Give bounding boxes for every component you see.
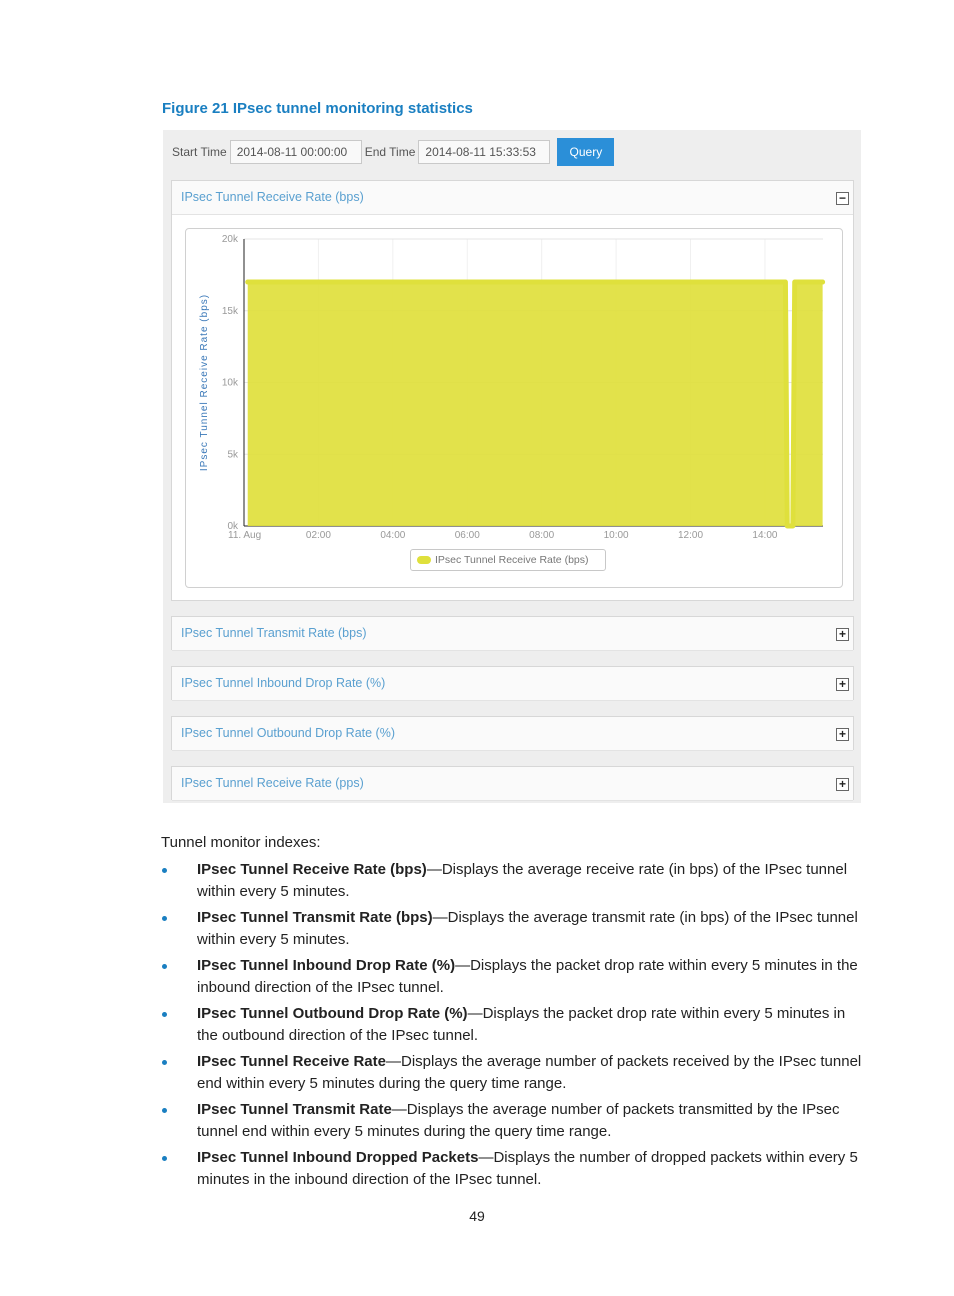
list-item bbox=[161, 1099, 866, 1142]
figure-caption: Figure 21 IPsec tunnel monitoring statistics bbox=[162, 100, 473, 117]
y-axis-label: IPsec Tunnel Receive Rate (bps) bbox=[199, 293, 210, 472]
panel-receive-rate-pps bbox=[171, 766, 854, 800]
term: IPsec Tunnel Transmit Rate (bps) bbox=[197, 909, 433, 926]
panel-header[interactable] bbox=[172, 181, 853, 215]
query-button[interactable]: Query bbox=[557, 138, 614, 166]
monitor-screenshot bbox=[163, 130, 861, 803]
y-tick-label: 0k bbox=[227, 521, 238, 532]
end-time-input[interactable]: 2014-08-11 15:33:53 bbox=[418, 140, 550, 164]
bullet-icon bbox=[162, 1108, 167, 1113]
legend-label: IPsec Tunnel Receive Rate (bps) bbox=[435, 554, 589, 566]
y-tick-label: 20k bbox=[221, 234, 238, 245]
panel-title: IPsec Tunnel Transmit Rate (bps) bbox=[181, 626, 367, 640]
x-tick-label: 12:00 bbox=[678, 530, 704, 541]
panel-title: IPsec Tunnel Receive Rate (pps) bbox=[181, 776, 364, 790]
expand-icon[interactable]: + bbox=[836, 778, 849, 791]
list-item bbox=[161, 1051, 866, 1094]
list-item bbox=[161, 859, 866, 902]
index-list bbox=[161, 859, 866, 1195]
description: —Displays the packet drop rate within every 5 minutes in the inbound direction of the IPsec tunnel. bbox=[197, 957, 858, 996]
bullet-icon bbox=[162, 868, 167, 873]
term: IPsec Tunnel Inbound Drop Rate (%) bbox=[197, 957, 456, 974]
y-tick-label: 10k bbox=[221, 377, 238, 389]
legend-swatch bbox=[417, 556, 431, 564]
description: —Displays the average receive rate (in bps) of the IPsec tunnel within every 5 minutes. bbox=[197, 861, 848, 900]
description: —Displays the number of dropped packets within every 5 minutes in the inbound direction of the IPsec tunnel. bbox=[197, 1149, 858, 1188]
bullet-icon bbox=[162, 916, 167, 921]
x-tick-label: 14:00 bbox=[752, 530, 778, 541]
collapse-icon[interactable]: − bbox=[836, 192, 849, 205]
chart-legend[interactable] bbox=[410, 549, 606, 571]
x-tick-label: 02:00 bbox=[305, 530, 331, 541]
panel-header[interactable] bbox=[172, 617, 853, 651]
y-tick-label: 5k bbox=[227, 449, 238, 461]
panel-receive-rate-bps bbox=[171, 180, 854, 601]
description: —Displays the average number of packets received by the IPsec tunnel end within every 5 minutes during the query time range. bbox=[197, 1053, 862, 1092]
bullet-icon bbox=[162, 964, 167, 969]
list-item bbox=[161, 1147, 866, 1190]
term: IPsec Tunnel Receive Rate (bps) bbox=[197, 861, 427, 878]
panel-inbound-drop-rate bbox=[171, 666, 854, 700]
expand-icon[interactable]: + bbox=[836, 728, 849, 741]
panel-outbound-drop-rate bbox=[171, 716, 854, 750]
series-area bbox=[248, 282, 823, 526]
description: —Displays the average transmit rate (in bps) of the IPsec tunnel within every 5 minutes. bbox=[197, 909, 858, 948]
expand-icon[interactable]: + bbox=[836, 628, 849, 641]
end-time-label: End Time bbox=[364, 145, 416, 159]
term: IPsec Tunnel Inbound Dropped Packets bbox=[197, 1149, 479, 1166]
query-bar bbox=[172, 138, 614, 166]
expand-icon[interactable]: + bbox=[836, 678, 849, 691]
page-number: 49 bbox=[469, 1208, 485, 1224]
bullet-icon bbox=[162, 1156, 167, 1161]
panel-title: IPsec Tunnel Receive Rate (bps) bbox=[181, 190, 364, 204]
list-item bbox=[161, 955, 866, 998]
chart-container bbox=[185, 228, 843, 588]
x-tick-label: 10:00 bbox=[603, 530, 629, 541]
list-item bbox=[161, 1003, 866, 1046]
y-tick-label: 15k bbox=[221, 305, 238, 317]
x-tick-label: 04:00 bbox=[380, 530, 406, 541]
description: —Displays the packet drop rate within every 5 minutes in the outbound direction of the IPsec tunnel. bbox=[197, 1005, 846, 1044]
x-tick-label: 11. Aug bbox=[228, 530, 262, 541]
x-tick-label: 06:00 bbox=[454, 530, 480, 541]
receive-rate-chart bbox=[186, 229, 842, 587]
term: IPsec Tunnel Transmit Rate bbox=[197, 1101, 392, 1118]
panel-header[interactable] bbox=[172, 767, 853, 801]
bullet-icon bbox=[162, 1012, 167, 1017]
panel-header[interactable] bbox=[172, 667, 853, 701]
start-time-label: Start Time bbox=[172, 145, 227, 159]
list-item bbox=[161, 907, 866, 950]
panel-header[interactable] bbox=[172, 717, 853, 751]
description: —Displays the average number of packets transmitted by the IPsec tunnel end within every 5 minutes during the query time range. bbox=[197, 1101, 840, 1140]
term: IPsec Tunnel Outbound Drop Rate (%) bbox=[197, 1005, 468, 1022]
start-time-input[interactable]: 2014-08-11 00:00:00 bbox=[230, 140, 362, 164]
x-tick-label: 08:00 bbox=[529, 530, 555, 541]
panel-transmit-rate-bps bbox=[171, 616, 854, 650]
panel-title: IPsec Tunnel Outbound Drop Rate (%) bbox=[181, 726, 396, 740]
bullet-icon bbox=[162, 1060, 167, 1065]
panel-title: IPsec Tunnel Inbound Drop Rate (%) bbox=[181, 676, 386, 690]
term: IPsec Tunnel Receive Rate bbox=[197, 1053, 386, 1070]
intro-text: Tunnel monitor indexes: bbox=[161, 834, 321, 851]
